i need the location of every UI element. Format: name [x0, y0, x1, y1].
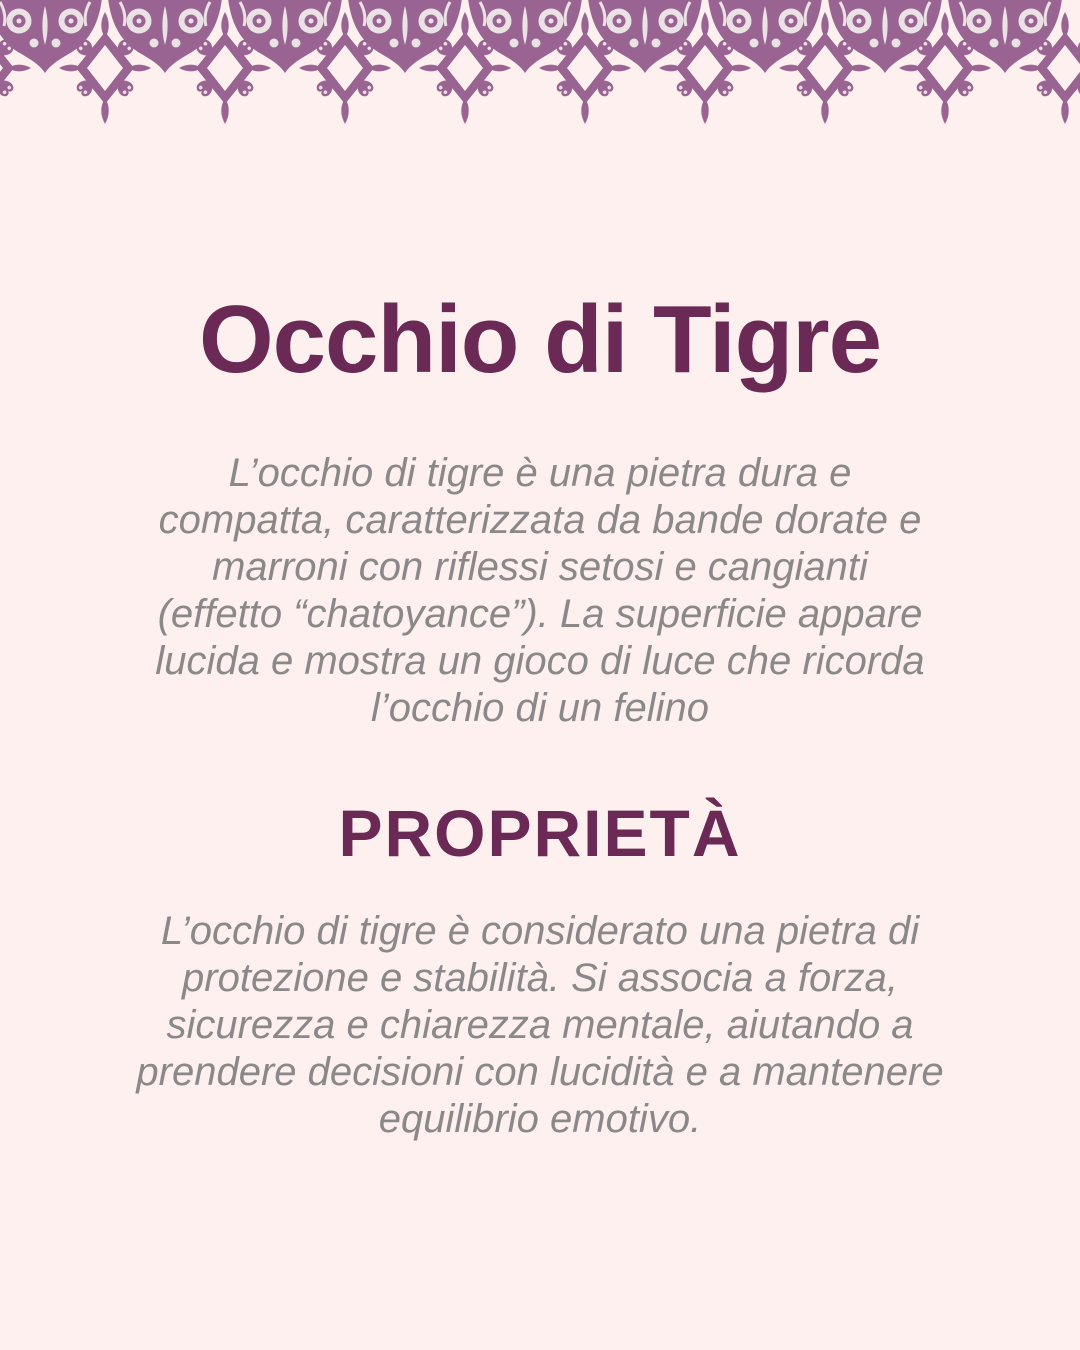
text-line: protezione e stabilità. Si associa a forza,: [182, 956, 898, 1000]
text-line: sicurezza e chiarezza mentale, aiutando a: [166, 1003, 914, 1047]
text-line: prendere decisioni con lucidità e a mantenere: [136, 1050, 944, 1094]
properties-paragraph: [0, 908, 1080, 1143]
text-line: lucida e mostra un gioco di luce che ricorda: [155, 639, 925, 683]
text-line: l’occhio di un felino: [371, 686, 709, 730]
text-line: marroni con riflessi setosi e cangianti: [212, 545, 868, 589]
page-title: Occhio di Tigre: [198, 286, 882, 393]
text-line: equilibrio emotivo.: [378, 1097, 702, 1141]
section-heading: PROPRIETÀ: [338, 796, 742, 870]
description-paragraph: [0, 450, 1080, 732]
damask-border-svg: [0, 0, 1080, 126]
text-line: compatta, caratterizzata da bande dorate e: [158, 498, 922, 542]
text-line: L’occhio di tigre è una pietra dura e: [228, 451, 852, 495]
text-line: (effetto “chatoyance”). La superficie appare: [157, 592, 923, 636]
damask-border: [0, 0, 1080, 126]
text-line: L’occhio di tigre è considerato una pietra di: [160, 909, 920, 953]
